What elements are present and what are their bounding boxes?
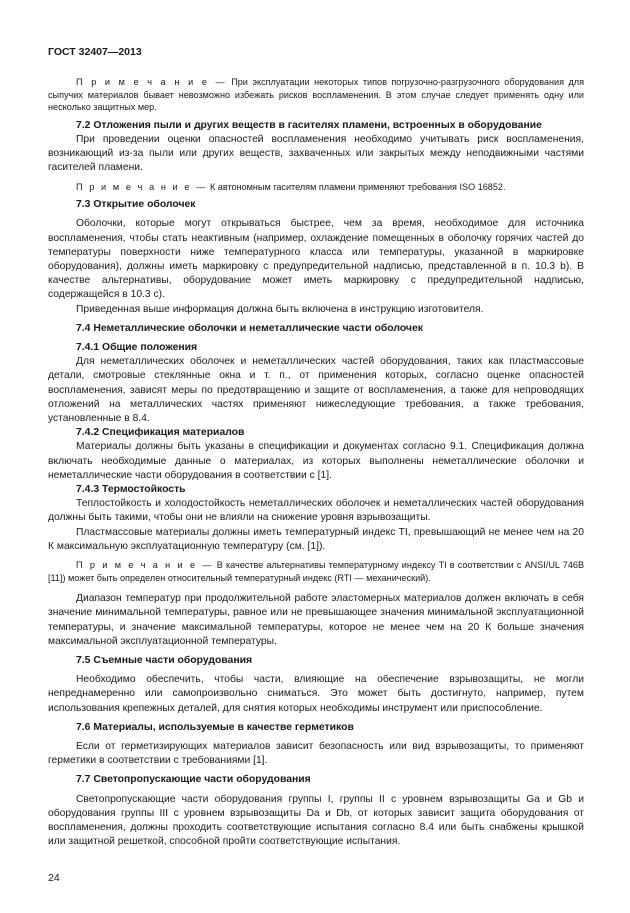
section-7-6-heading: 7.6 Материалы, используемые в качестве герметиков <box>76 721 354 733</box>
note-label: П р и м е ч а н и е — <box>76 181 208 192</box>
section-7-4-2-text: Материалы должны быть указаны в спецификации и документах согласно 9.1. Спецификация должна включать необходимые данные о материалах, из которых выполнены неметаллические оболочки и неметаллические части оборудования в соответствии с [1]. <box>48 441 584 481</box>
page-number: 24 <box>48 872 60 884</box>
section-7-4-3-text-a: Теплостойкость и холодостойкость неметаллических оболочек и неметаллических частей оборудования должны быть такими, чтобы они не влияли на снижение уровня взрывозащиты. <box>48 498 584 524</box>
section-7-5-text: Необходимо обеспечить, чтобы части, влияющие на обеспечение взрывозащиты, не могли непреднамеренно или самопроизвольно сниматься. Это может быть достигнуто, например, путем использования крепежных деталей, для снятия которых необходимы инструмент или приспособление. <box>48 674 584 714</box>
section-7-4-3-text-b: Пластмассовые материалы должны иметь температурный индекс TI, превышающий не менее чем на 20 К максимальную эксплуатационную температуру (см. [1]). <box>48 526 584 552</box>
document-page <box>48 46 584 850</box>
note-3-text: В качестве альтернативы температурному индексу TI в соответствии с ANSI/UL 746B [11]) может быть определен относительный температурный индекс (RTI — механический). <box>48 560 585 583</box>
section-7-2-text: При проведении оценки опасностей воспламенения необходимо учитывать риск воспламенения, возникающий из-за пыли или других веществ, захваченных или закрытых между неподвижными частями гасителей пламени. <box>48 133 584 174</box>
note-3 <box>48 559 584 584</box>
section-7-4-3-heading: 7.4.3 Термостойкость <box>76 484 186 496</box>
note-1 <box>48 76 584 114</box>
document-header: ГОСТ 32407—2013 <box>48 46 142 58</box>
note-label: П р и м е ч а н и е — <box>76 560 214 571</box>
section-7-5-heading: 7.5 Съемные части оборудования <box>76 655 253 667</box>
section-7-7-text: Светопропускающие части оборудования группы I, группы II с уровнем взрывозащиты Ga и Gb и оборудования группы III с уровнем взрывозащиты Da и Db, от которых зависит защита оборудования от воспламенения, должны проходить соответствующие испытания согласно 8.4 или быть снабжены крышкой или защитной решеткой, способной пройти соответствующие испытания. <box>48 793 584 848</box>
section-7-7-heading: 7.7 Светопропускающие части оборудования <box>76 774 311 786</box>
section-7-2-heading: 7.2 Отложения пыли и других веществ в гасителях пламени, встроенных в оборудование <box>76 119 542 131</box>
section-7-4-1-heading: 7.4.1 Общие положения <box>76 342 198 354</box>
section-7-3-heading: 7.3 Открытие оболочек <box>76 199 196 211</box>
note-label: П р и м е ч а н и е — <box>76 77 227 87</box>
section-7-3-text-a: Оболочки, которые могут открываться быстрее, чем за время, необходимое для источника воспламенения, чтобы стать неактивным (например, охлаждение помещенных в оболочку горячих частей до температуры поверхности ниже температурного класса или температуры, указанной в маркировке оборудования), должны иметь маркировку с предупредительной надписью, представленной в п. 10.3 b). В качестве альтернативы, оборудование может иметь маркировку с предупредительной надписью, содержащейся в 10.3 с). <box>48 218 584 301</box>
note-2 <box>48 181 584 194</box>
note-1-text: При эксплуатации некоторых типов погрузочно-разгрузочного оборудования для сыпучих материалов бывает невозможно избежать рисков воспламенения. В этом случае следует применять одну или несколько защитных мер. <box>48 77 585 113</box>
section-7-4-1-text: Для неметаллических оболочек и неметаллических частей оборудования, таких как пластмассовые детали, смотровые стеклянные окна и т. п., от применения которых, согласно оценке опасностей воспламенения, зависят меры по предотвращению и защите от воспламенения, а также для непроводящих отложений на металлических частях применяют нижеследующие требования, а также требования, установленные в 8.4. <box>48 356 584 425</box>
section-7-4-heading: 7.4 Неметаллические оболочки и неметаллические части оболочек <box>76 322 423 334</box>
section-7-4-3-text-c: Диапазон температур при продолжительной работе эластомерных материалов должен включать в себя значение минимальной температуры, равное или не превышающее значения минимальной эксплуатационной температуры, и значение максимальной температуры, которое не менее чем на 20 К больше значения максимальной эксплуатационной температуры. <box>48 593 584 647</box>
section-7-6-text: Если от герметизирующих материалов зависит безопасность или вид взрывозащиты, то применяют герметики в соответствии с требованиями [1]. <box>48 741 584 767</box>
note-2-text: К автономным гасителям пламени применяют требования ISO 16852. <box>209 181 506 192</box>
section-7-4-2-heading: 7.4.2 Спецификация материалов <box>76 427 245 439</box>
section-7-3-text-b: Приведенная выше информация должна быть включена в инструкцию изготовителя. <box>76 303 484 315</box>
